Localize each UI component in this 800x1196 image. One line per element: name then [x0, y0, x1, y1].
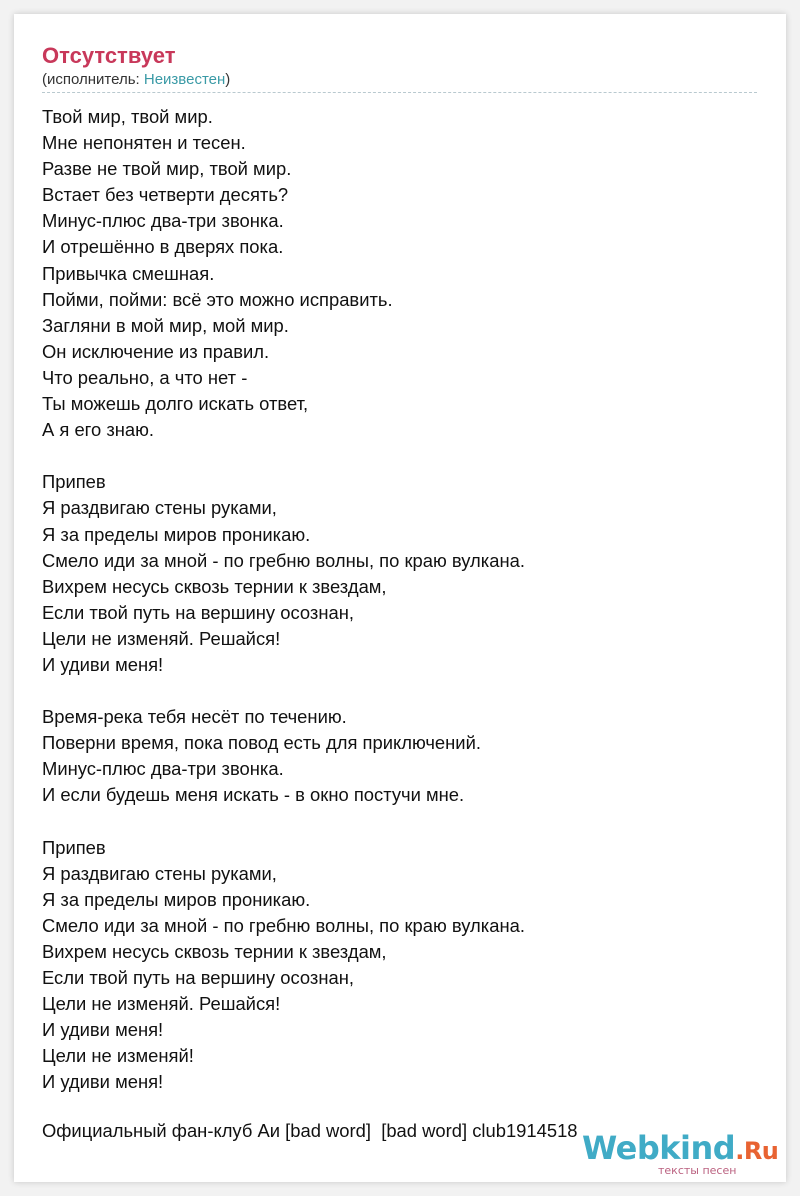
lyric-line [42, 678, 772, 704]
lyric-line: Привычка смешная. [42, 262, 215, 284]
song-title: Отсутствует [42, 43, 176, 68]
lyric-line: Разве не твой мир, твой мир. [42, 158, 292, 180]
lyric-line: И удиви меня! [42, 1071, 164, 1093]
lyric-line: Вихрем несусь сквозь тернии к звездам, [42, 941, 387, 962]
lyric-line: Я за пределы миров проникаю. [42, 888, 311, 910]
lyric-line: Я раздвигаю стены руками, [42, 862, 277, 884]
lyrics-page [14, 14, 786, 1182]
artist-suffix: ) [225, 71, 231, 88]
lyric-line: Цели не изменяй. Решайся! [42, 627, 281, 649]
lyric-line: Припев [42, 471, 106, 493]
artist-line [42, 70, 757, 93]
song-header [42, 42, 757, 93]
lyric-line: Припев [42, 836, 106, 858]
lyric-line: И удиви меня! [42, 1019, 164, 1041]
lyric-line: Пойми, пойми: всё это можно исправить. [42, 288, 393, 310]
lyric-line: Цели не изменяй. Решайся! [42, 993, 281, 1015]
lyric-line: Встает без четверти десять? [42, 184, 289, 206]
lyric-line: А я его знаю. [42, 419, 155, 441]
lyric-line: Твой мир, твой мир. [42, 106, 213, 127]
lyric-line [42, 443, 772, 469]
lyric-line: И отрешённо в дверях пока. [42, 236, 284, 258]
lyric-line: Я раздвигаю стены руками, [42, 497, 277, 519]
lyric-line: Мне непонятен и тесен. [42, 132, 246, 154]
lyric-line: Что реально, а что нет - [42, 366, 248, 388]
logo-word: Webkind [582, 1129, 736, 1167]
lyric-line: Он исключение из правил. [42, 340, 270, 362]
logo-domain: .Ru [735, 1137, 779, 1165]
lyric-line: Минус-плюс два-три звонка. [42, 758, 284, 780]
lyric-line: Смело иди за мной - по гребню волны, по краю вулкана. [42, 549, 525, 571]
artist-link[interactable]: Неизвестен [143, 71, 226, 88]
lyric-line: Если твой путь на вершину осознан, [42, 601, 354, 623]
lyric-line: Минус-плюс два-три звонка. [42, 210, 284, 232]
lyric-line: Цели не изменяй! [42, 1045, 194, 1067]
lyric-line: Вихрем несусь сквозь тернии к звездам, [42, 575, 387, 597]
logo-tagline: тексты песен [658, 1164, 737, 1177]
lyric-line: Ты можешь долго искать ответ, [42, 393, 309, 415]
lyric-line: Поверни время, пока повод есть для приключений. [42, 732, 481, 754]
lyric-line: Если твой путь на вершину осознан, [42, 967, 354, 989]
lyric-line: Время-река тебя несёт по течению. [42, 706, 347, 728]
lyrics-text [42, 104, 772, 1096]
lyric-line: И если будешь меня искать - в окно постучи мне. [42, 784, 465, 806]
lyric-line: Загляни в мой мир, мой мир. [42, 314, 289, 336]
lyric-line [42, 809, 772, 835]
lyric-line: Смело иди за мной - по гребню волны, по краю вулкана. [42, 914, 525, 936]
fan-club-note: Официальный фан-клуб Аи [bad word] [bad word] club1914518 [42, 1120, 578, 1141]
lyric-line: И удиви меня! [42, 653, 164, 675]
artist-prefix: (исполнитель: [42, 71, 144, 88]
webkind-logo[interactable] [582, 1130, 782, 1178]
lyric-line: Я за пределы миров проникаю. [42, 523, 311, 545]
